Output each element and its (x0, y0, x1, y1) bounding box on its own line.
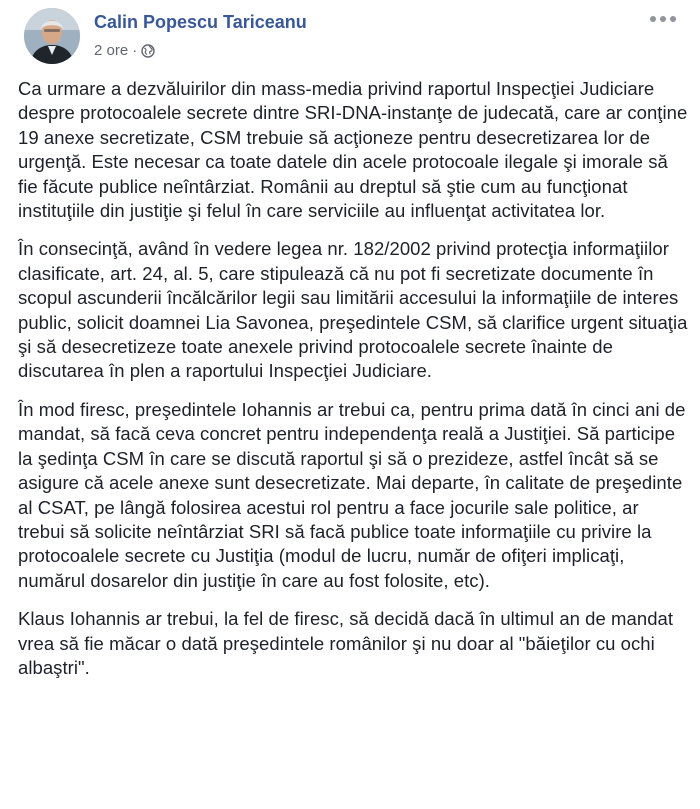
post-header (12, 0, 688, 70)
post-paragraph: În consecinţă, având în vedere legea nr. 182/2002 privind protecţia informaţiilor clasificate, art. 24, al. 5, care stipulează că nu pot fi secretizate documente în scopul ascunderii încălcărilor legii sau limitării accesului la informaţiile de interes public, solicit doamnei Lia Savonea, preşedintele CSM, să clarifice urgent situaţia şi să desecretizeze toate anexele privind protocoalele secrete înainte de discutarea în plen a raportului Inspecţiei Judiciare. (18, 238, 688, 382)
meta-separator: · (132, 42, 138, 59)
post-paragraph: Klaus Iohannis ar trebui, la fel de firesc, să decidă dacă în ultimul an de mandat vrea să fie măcar o dată preşedintele românilor şi nu doar al "băieţilor cu ochi albaştri". (18, 608, 674, 678)
post-meta (94, 42, 155, 59)
more-options-icon[interactable] (650, 12, 676, 26)
post-paragraph: În mod firesc, preşedintele Iohannis ar trebui ca, pentru prima dată în cinci ani de mandat, să facă ceva concret pentru independenţa reală a Justiţiei. Să participe la şedinţa CSM în care se discută raportul şi să o prezideze, astfel încât să se asigure că acele anexe sunt desecretizate. Mai departe, în calitate de preşedinte al CSAT, pe lângă folosirea acestui rol pentru a face jocurile sale politice, ar trebui să solicite neîntârziat SRI să facă publice toate informaţiile cu privire la protocoalele secrete cu Justiţia (modul de lucru, număr de ofiţeri implicaţi, numărul dosarelor din justiţie în care au fost folosite, etc). (18, 398, 686, 591)
post-timestamp[interactable]: 2 ore (94, 42, 129, 59)
avatar-image (24, 8, 80, 64)
more-dot (650, 16, 656, 22)
more-dot (670, 16, 676, 22)
more-dot (660, 16, 666, 22)
globe-icon[interactable] (141, 44, 155, 58)
post-body (18, 77, 690, 680)
author-name-link[interactable]: Calin Popescu Tariceanu (94, 12, 307, 32)
author-avatar[interactable] (24, 8, 80, 64)
post-paragraph: Ca urmare a dezvăluirilor din mass-media privind raportul Inspecţiei Judiciare despre protocoalele secrete dintre SRI-DNA-instanţe de judecată, care ar conţine 19 anexe secretizate, CSM trebuie să acţioneze pentru desecretizarea lor de urgenţă. Este necesar ca toate datele din acele protocoale ilegale şi imorale să fie făcute publice neîntârziat. Românii au dreptul să ştie cum au funcţionat instituţiile din justiţie şi felul în care serviciile au influenţat activitatea lor. (18, 78, 688, 222)
